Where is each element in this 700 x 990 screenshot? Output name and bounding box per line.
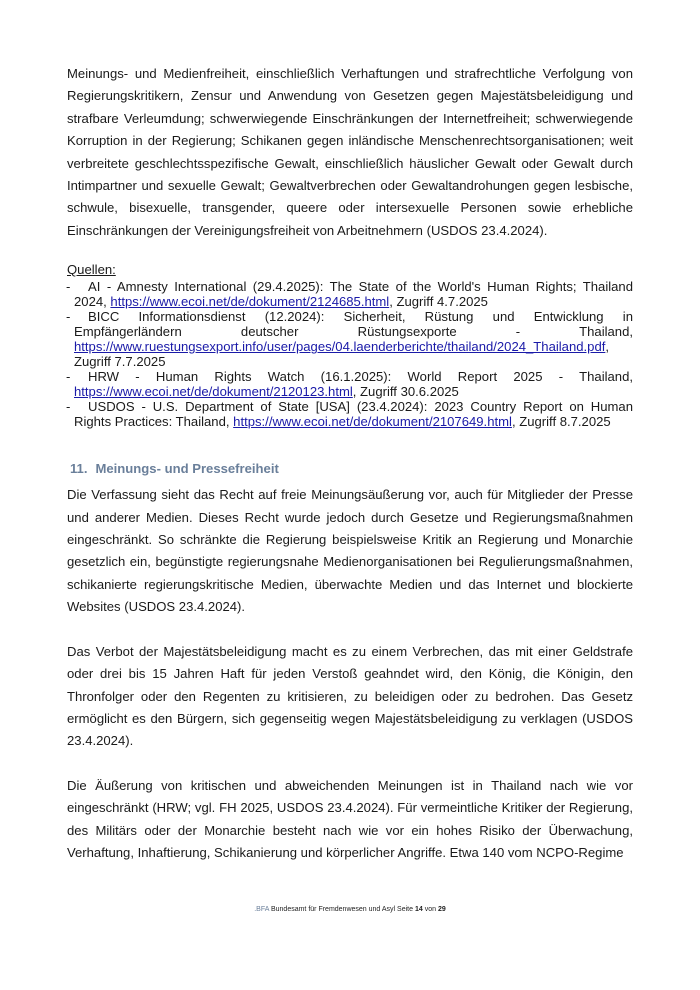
page-footer: .BFA Bundesamt für Fremdenwesen und Asyl Seite 14 von 29 <box>254 906 446 913</box>
source-link[interactable]: https://www.ruestungsexport.info/user/pages/04.laenderberichte/thailand/2024_Thailand.pdf <box>74 339 606 355</box>
source-item: - HRW - Human Rights Watch (16.1.2025): World Report 2025 - Thailand, https://www.ecoi.net/de/dokument/2120123.html, Zugriff 30.6.2025 <box>66 369 633 400</box>
sources-heading: Quellen: <box>67 262 116 278</box>
source-item: - AI - Amnesty International (29.4.2025): The State of the World's Human Rights; Thailand 2024, https://www.ecoi.net/de/dokument/2124685.html, Zugriff 4.7.2025 <box>66 279 633 310</box>
bfa-logo: .BFA <box>254 906 270 913</box>
document-page <box>67 63 633 864</box>
intro-paragraph: Meinungs- und Medienfreiheit, einschließlich Verhaftungen und strafrechtliche Verfolgung von Regierungskritikern, Zensur und Anwendung von Gesetzen gegen Majestätsbeleidigung und strafbare Verleumdung; schwerwiegende Einschränkungen der Internetfreiheit; schwerwiegende Korruption in der Regierung; Schikanen gegen inländische Menschenrechtsorganisationen; weit verbreitete geschlechtsspezifische Gewalt, einschließlich häuslicher Gewalt oder Gewalt durch Intimpartner und sexuelle Gewalt; Gewaltverbrechen oder Gewaltandrohungen gegen lesbische, schwule, bisexuelle, transgender, queere oder intersexuelle Personen sowie erhebliche Einschränkungen der Vereinigungsfreiheit von Arbeitnehmern (USDOS 23.4.2024). <box>67 66 633 238</box>
footer-org: Bundesamt für Fremdenwesen und Asyl <box>270 906 396 913</box>
source-link[interactable]: https://www.ecoi.net/de/dokument/2107649.html <box>233 414 512 430</box>
source-link[interactable]: https://www.ecoi.net/de/dokument/2120123.html <box>74 384 353 400</box>
sources-list <box>67 279 633 429</box>
section-paragraph: Die Verfassung sieht das Recht auf freie Meinungsäußerung vor, auch für Mitglieder der Presse und anderer Medien. Dieses Recht wurde jedoch durch Gesetze und Regierungsmaßnahmen eingeschränkt. So schränkte die Regierung beispielsweise Kritik an Regierung und Monarchie gesetzlich ein, begünstigte regierungsnahe Medienorganisationen bei Regulierungsmaßnahmen, schikanierte regierungskritische Medien, überwachte Medien und das Internet und blockierte Websites (USDOS 23.4.2024). <box>67 487 633 615</box>
source-item: - BICC Informationsdienst (12.2024): Sicherheit, Rüstung und Entwicklung in Empfängerländern deutscher Rüstungsexporte - Thailand, https://www.ruestungsexport.info/user/pages/04.laenderberichte/thailand/2024_Thailand.pdf, Zugriff 7.7.2025 <box>66 309 633 370</box>
section-title: Meinungs- und Pressefreiheit <box>95 461 279 477</box>
section-paragraph: Das Verbot der Majestätsbeleidigung macht es zu einem Verbrechen, das mit einer Geldstrafe oder drei bis 15 Jahren Haft für jeden Verstoß geahndet wird, den König, die Königin, den Thronfolger oder den Regenten zu kritisieren, zu beleidigen oder zu bedrohen. Das Gesetz ermöglicht es den Bürgern, sich gegenseitig wegen Majestätsbeleidigung zu verklagen (USDOS 23.4.2024). <box>67 643 633 749</box>
section-paragraph: Die Äußerung von kritischen und abweichenden Meinungen ist in Thailand nach wie vor eingeschränkt (HRW; vgl. FH 2025, USDOS 23.4.2024). Für vermeintliche Kritiker der Regierung, des Militärs oder der Monarchie besteht nach wie vor ein hohes Risiko der Überwachung, Verhaftung, Inhaftierung, Schikanierung und körperlicher Angriffe. Etwa 140 vom NCPO-Regime <box>67 777 633 860</box>
page-total: 29 <box>437 906 446 913</box>
source-item: - USDOS - U.S. Department of State [USA] (23.4.2024): 2023 Country Report on Human Rights Practices: Thailand, https://www.ecoi.net/de/dokument/2107649.html, Zugriff 8.7.2025 <box>66 399 633 430</box>
section-heading <box>70 460 633 478</box>
page-number: 14 <box>414 906 423 913</box>
section-number: 11. <box>70 461 88 477</box>
source-link[interactable]: https://www.ecoi.net/de/dokument/2124685.html <box>110 294 390 310</box>
